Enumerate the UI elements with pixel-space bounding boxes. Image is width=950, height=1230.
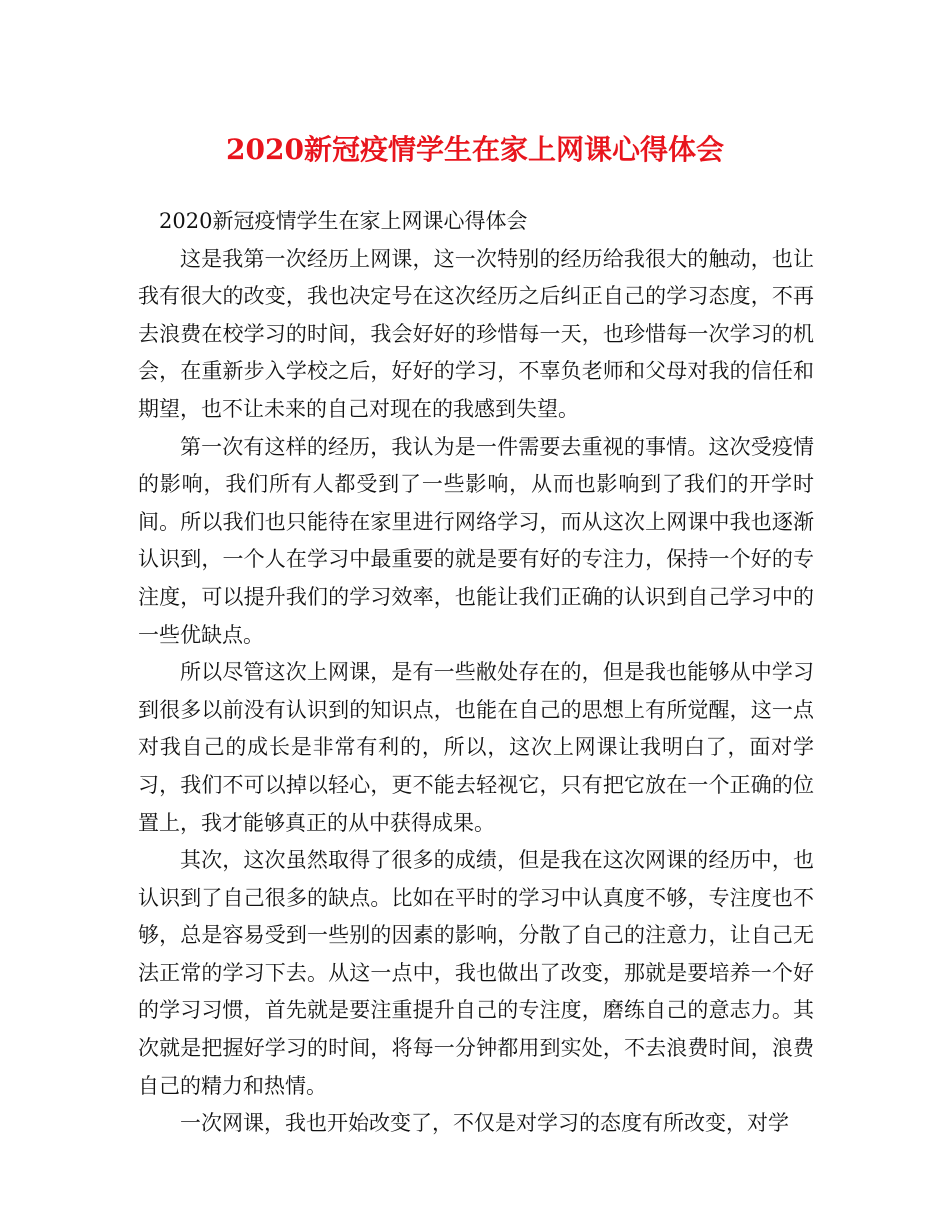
document-title: 2020新冠疫情学生在家上网课心得体会	[226, 133, 724, 166]
paragraph: 所以尽管这次上网课，是有一些敝处存在的，但是我也能够从中学习到很多以前没有认识到的知识点，也能在自己的思想上有所觉醒，这一点对我自己的成长是非常有利的，所以，这次上网课让我明白了，面对学习，我们不可以掉以轻心，更不能去轻视它，只有把它放在一个正确的位置上，我才能够真正的从中获得成果。	[138, 660, 814, 835]
document-subtitle: 2020新冠疫情学生在家上网课心得体会	[159, 209, 528, 233]
paragraph: 一次网课，我也开始改变了，不仅是对学习的态度有所改变，对学	[180, 1111, 789, 1136]
paragraph: 这是我第一次经历上网课，这一次特别的经历给我很大的触动，也让我有很大的改变，我也决定号在这次经历之后纠正自己的学习态度，不再去浪费在校学习的时间，我会好好的珍惜每一天，也珍惜每一次学习的机会，在重新步入学校之后，好好的学习，不辜负老师和父母对我的信任和期望，也不让未来的自己对现在的我感到失望。	[138, 246, 814, 421]
paragraph: 第一次有这样的经历，我认为是一件需要去重视的事情。这次受疫情的影响，我们所有人都受到了一些影响，从而也影响到了我们的开学时间。所以我们也只能待在家里进行网络学习，而从这次上网课中我也逐渐认识到，一个人在学习中最重要的就是要有好的专注力，保持一个好的专注度，可以提升我们的学习效率，也能让我们正确的认识到自己学习中的一些优缺点。	[138, 434, 814, 647]
document-body	[138, 203, 814, 1143]
paragraph: 其次，这次虽然取得了很多的成绩，但是我在这次网课的经历中，也认识到了自己很多的缺点。比如在平时的学习中认真度不够，专注度也不够，总是容易受到一些别的因素的影响，分散了自己的注意力，让自己无法正常的学习下去。从这一点中，我也做出了改变，那就是要培养一个好的学习习惯，首先就是要注重提升自己的专注度，磨练自己的意志力。其次就是把握好学习的时间，将每一分钟都用到实处，不去浪费时间，浪费自己的精力和热情。	[138, 848, 814, 1098]
